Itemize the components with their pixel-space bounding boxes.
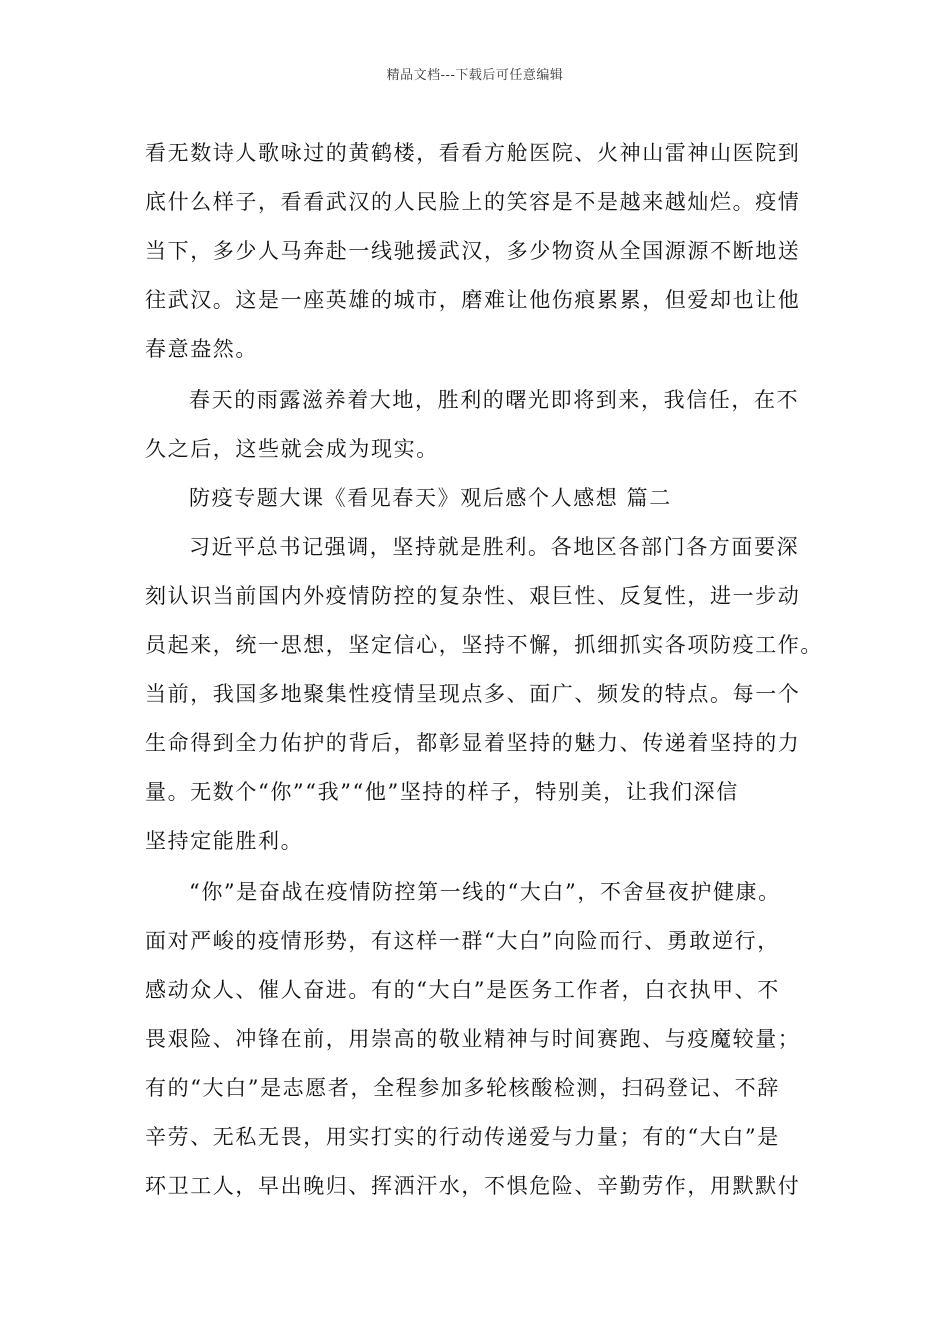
page-header: 精品文档---下载后可任意编辑 bbox=[386, 68, 564, 83]
text-line: 感动众人、催人奋进。有的“大白”是医务工作者，白衣执甲、不 bbox=[145, 978, 780, 1002]
text-line: 刻认识当前国内外疫情防控的复杂性、艰巨性、反复性，进一步动 bbox=[145, 584, 801, 608]
text-line: 当下，多少人马奔赴一线驰援武汉，多少物资从全国源源不断地送 bbox=[145, 239, 801, 263]
text-line: 量。无数个“你”“我”“他”坚持的样子，特别美，让我们深信 bbox=[145, 780, 739, 804]
text-line: 春天的雨露滋养着大地，胜利的曙光即将到来，我信任，在不 bbox=[189, 388, 800, 412]
text-line: 当前，我国多地聚集性疫情呈现点多、面广、频发的特点。每一个 bbox=[145, 682, 801, 706]
text-line: 有的“大白”是志愿者，全程参加多轮核酸检测，扫码登记、不辞 bbox=[145, 1076, 780, 1100]
section-heading: 防疫专题大课《看见春天》观后感个人感想 篇二 bbox=[189, 486, 672, 510]
text-line: 生命得到全力佑护的背后，都彰显着坚持的魅力、传递着坚持的力 bbox=[145, 731, 801, 755]
text-line: 面对严峻的疫情形势，有这样一群“大白”向险而行、勇敢逆行， bbox=[145, 929, 780, 953]
text-line: 环卫工人，早出晚归、挥洒汗水，不惧危险、辛勤劳作，用默默付 bbox=[145, 1174, 801, 1198]
text-line: 畏艰险、冲锋在前，用崇高的敬业精神与时间赛跑、与疫魔较量； bbox=[145, 1027, 801, 1051]
text-line: 员起来，统一思想，坚定信心，坚持不懈，抓细抓实各项防疫工作。 bbox=[145, 633, 823, 657]
text-line: 春意盎然。 bbox=[145, 337, 258, 361]
text-line: “你”是奋战在疫情防控第一线的“大白”，不舍昼夜护健康。 bbox=[189, 880, 781, 904]
text-line: 习近平总书记强调，坚持就是胜利。各地区各部门各方面要深 bbox=[189, 535, 800, 559]
text-line: 底什么样子，看看武汉的人民脸上的笑容是不是越来越灿烂。疫情 bbox=[145, 190, 801, 214]
text-line: 久之后，这些就会成为现实。 bbox=[145, 437, 439, 461]
text-line: 坚持定能胜利。 bbox=[145, 829, 304, 853]
text-line: 看无数诗人歌咏过的黄鹤楼，看看方舱医院、火神山雷神山医院到 bbox=[145, 141, 801, 165]
text-line: 往武汉。这是一座英雄的城市，磨难让他伤痕累累，但爱却也让他 bbox=[145, 288, 801, 312]
text-line: 辛劳、无私无畏，用实打实的行动传递爱与力量；有的“大白”是 bbox=[145, 1125, 780, 1149]
